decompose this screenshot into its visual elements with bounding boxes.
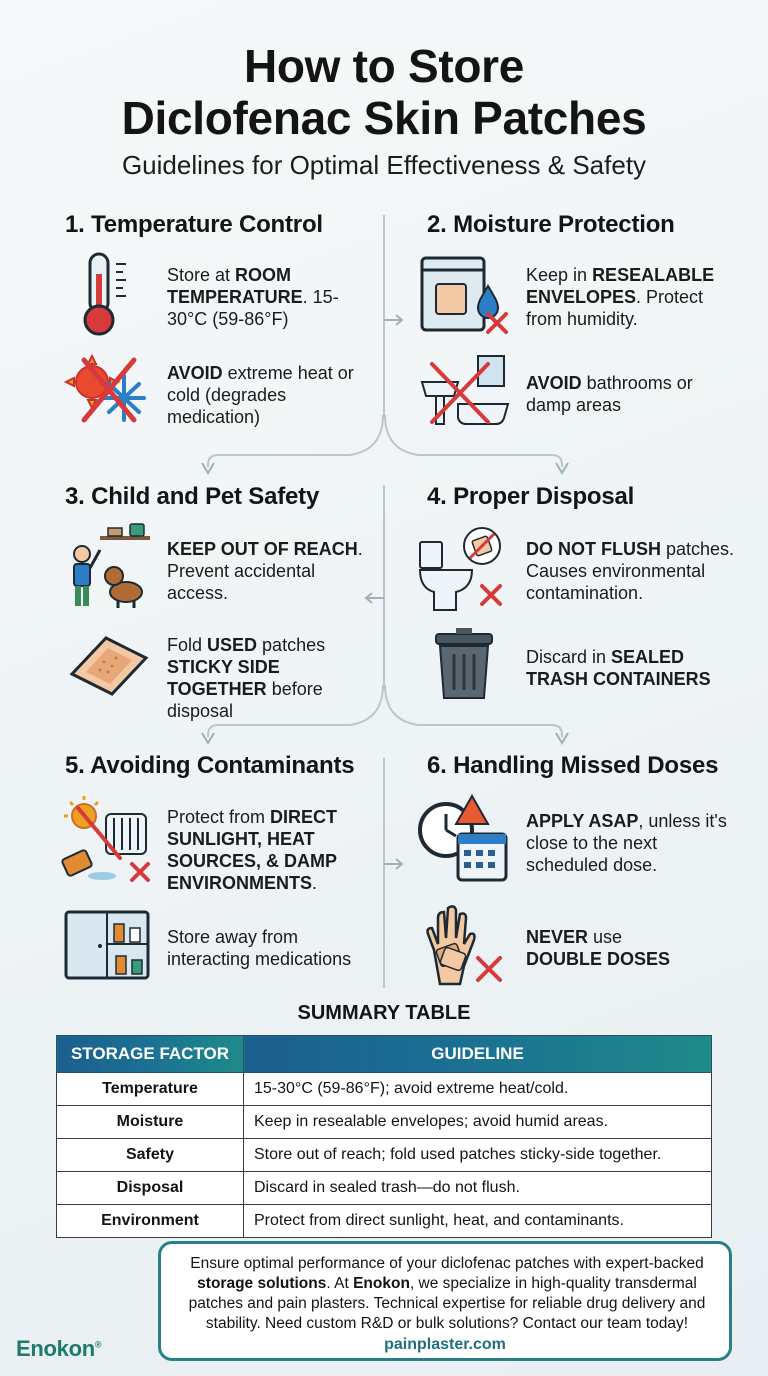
arrow-right-2 — [382, 856, 406, 872]
section-3-item-2: Fold USED patches STICKY SIDE TOGETHER before disposal — [167, 635, 326, 721]
section-5-title: 5. Avoiding Contaminants — [65, 752, 355, 779]
sun-snowflake-crossed-icon — [62, 350, 152, 426]
folded-patch-icon — [66, 628, 152, 700]
section-6-item-1: APPLY ASAP, unless it's close to the next scheduled dose. — [526, 811, 727, 875]
divider-row-2 — [383, 485, 385, 690]
table-row — [57, 1073, 712, 1106]
row-factor: Disposal — [57, 1172, 244, 1205]
bathroom-crossed-icon — [418, 352, 510, 430]
toilet-no-flush-icon — [416, 524, 512, 616]
section-4-item-2: Discard in SEALED TRASH CONTAINERS — [526, 647, 711, 689]
summary-table-header-row — [57, 1036, 712, 1073]
section-2-item-2: AVOID bathrooms or damp areas — [526, 373, 693, 415]
row-factor: Safety — [57, 1139, 244, 1172]
header-guideline: GUIDELINE — [244, 1036, 712, 1073]
row-guideline: Store out of reach; fold used patches sticky-side together. — [244, 1139, 712, 1172]
summary-table — [56, 1035, 712, 1238]
cta-box — [158, 1241, 732, 1361]
hand-double-patch-icon — [420, 904, 510, 990]
medicine-cabinet-icon — [64, 908, 150, 980]
section-1-item-1: Store at ROOM TEMPERATURE. 15-30°C (59-86°F) — [167, 265, 339, 329]
row-guideline: Keep in resealable envelopes; avoid humid areas. — [244, 1106, 712, 1139]
section-1-item-2: AVOID extreme heat or cold (degrades medication) — [167, 363, 354, 427]
page-title — [0, 40, 768, 144]
table-row — [57, 1106, 712, 1139]
table-row — [57, 1172, 712, 1205]
row-guideline: Protect from direct sunlight, heat, and contaminants. — [244, 1205, 712, 1238]
arrow-right-1 — [382, 312, 406, 328]
title-line-2: Diclofenac Skin Patches — [121, 92, 647, 144]
table-row — [57, 1205, 712, 1238]
divider-row-3 — [383, 758, 385, 988]
section-5-item-2: Store away from interacting medications — [167, 927, 352, 969]
section-4-item-1: DO NOT FLUSH patches. Causes environmental contamination. — [526, 539, 735, 603]
section-4-title: 4. Proper Disposal — [427, 483, 635, 510]
section-1-title: 1. Temperature Control — [65, 211, 323, 238]
page-subtitle: Guidelines for Optimal Effectiveness & Safety — [121, 150, 647, 180]
thermometer-icon — [78, 252, 134, 338]
row-factor: Moisture — [57, 1106, 244, 1139]
section-3-title: 3. Child and Pet Safety — [65, 483, 320, 510]
section-6-title: 6. Handling Missed Doses — [427, 752, 719, 779]
title-line-1: How to Store — [243, 40, 525, 92]
row-guideline: Discard in sealed trash—do not flush. — [244, 1172, 712, 1205]
child-and-dog-icon — [62, 520, 154, 612]
trash-can-icon — [432, 628, 496, 702]
header-storage-factor: STORAGE FACTOR — [57, 1036, 244, 1073]
row-guideline: 15-30°C (59-86°F); avoid extreme heat/cold. — [244, 1073, 712, 1106]
section-3-item-1: KEEP OUT OF REACH. Prevent accidental access. — [167, 539, 363, 603]
brand-logo: Enokon® — [16, 1336, 102, 1361]
cta-text: Ensure optimal performance of your diclofenac patches with expert-backed storage solutions. At Enokon, we specialize in high-quality transdermal patches and pain plasters. Technical expertise for reliable drug delivery and stability. Need custom R&D or bulk solutions? Contact our team today! — [188, 1255, 706, 1332]
table-row — [57, 1139, 712, 1172]
resealable-envelope-icon — [418, 252, 510, 336]
section-6-item-2: NEVER use DOUBLE DOSES — [526, 927, 671, 969]
section-2-title: 2. Moisture Protection — [427, 211, 675, 238]
row-factor: Temperature — [57, 1073, 244, 1106]
section-2-item-1: Keep in RESEALABLE ENVELOPES. Protect from humidity. — [526, 265, 715, 329]
section-5-item-1: Protect from DIRECT SUNLIGHT, HEAT SOURCES, & DAMP ENVIRONMENTS. — [167, 807, 338, 893]
row-factor: Environment — [57, 1205, 244, 1238]
website-link[interactable]: painplaster.com — [384, 1336, 506, 1353]
sun-heater-spill-icon — [60, 794, 156, 888]
clock-calendar-icon — [416, 794, 512, 886]
summary-table-title: SUMMARY TABLE — [297, 1002, 471, 1024]
